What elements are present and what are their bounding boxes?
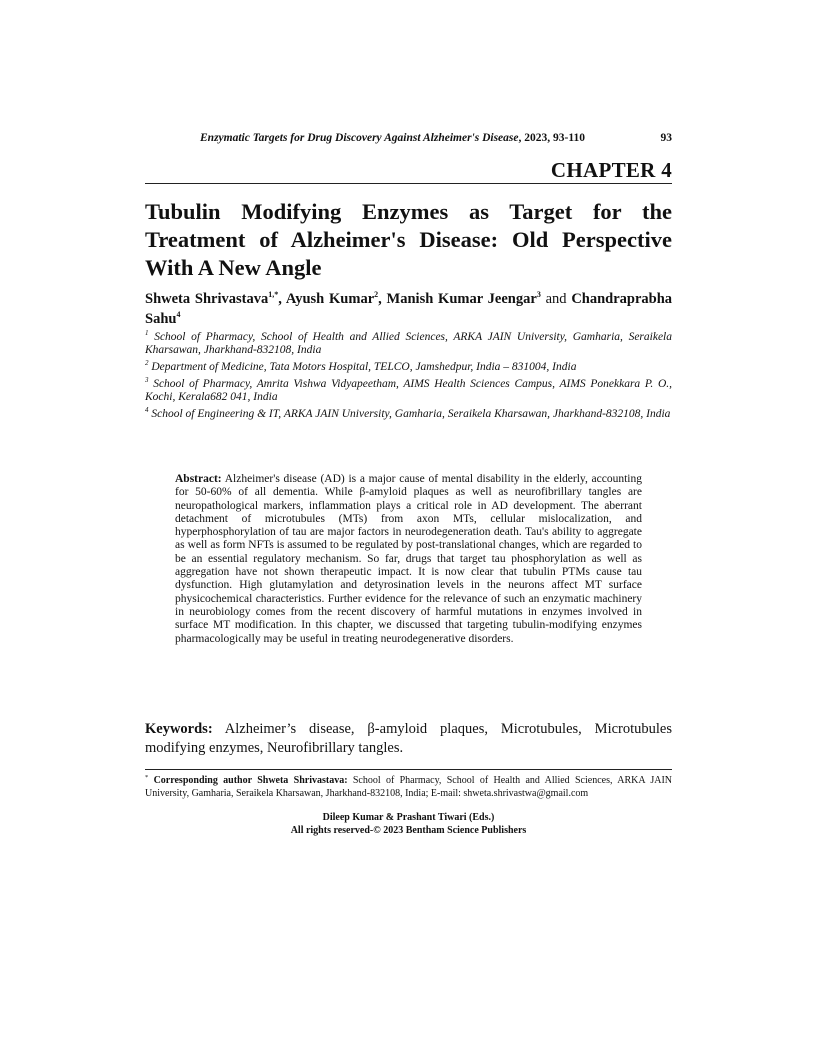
affiliation <box>145 405 672 421</box>
affil-marker: 2 <box>145 359 149 368</box>
abstract <box>175 473 642 646</box>
abstract-text: Alzheimer's disease (AD) is a major cause of mental disability in the elderly, accounting for 50-60% of all dementia. While β-amyloid plaques as well as neurofibrillary tangles are neuropathological markers, inflammation plays a critical role in AD development. The aberrant detachment of microtubules (MTs) from axon MTs, cellular mislocalization, and hyperphosphorylation of tau are major factors in neurodegeneration death. Tau's ability to aggregate as well as form NFTs is assumed to be regulated by post-translational changes, which are regarded to be an essential regulatory mechanism. So far, drugs that target tau phosphorylation as well as aggregation have not shown therapeutic impact. It is now clear that tubulin PTMs cause tau dysfunction. High glutamylation and detyrosination levels in the neurons affect MT surface physicochemical characteristics. Further evidence for the relevance of such an enzymatic machinery in neurobiology comes from the recent discovery of harmful mutations in enzymes involved in surface MT modification. In this chapter, we discussed that targeting tubulin-modifying enzymes pharmacologically may be useful in treating neurodegenerative disorders. <box>175 473 642 645</box>
author-name: Shweta Shrivastava <box>145 291 269 307</box>
affiliation-text: School of Pharmacy, School of Health and Allied Sciences, ARKA JAIN University, Gamharia, Seraikela Kharsawan, Jharkhand-832108, India <box>145 331 672 357</box>
affiliations <box>145 331 672 425</box>
author-list <box>145 289 672 329</box>
affiliation-text: Department of Medicine, Tata Motors Hospital, TELCO, Jamshedpur, India – 831004, India <box>151 361 577 374</box>
book-title: Enzymatic Targets for Drug Discovery Against Alzheimer's Disease <box>200 132 519 144</box>
chapter-title: Tubulin Modifying Enzymes as Target for the Treatment of Alzheimer's Disease: Old Perspective With A New Angle <box>145 199 672 280</box>
author-name: Manish Kumar Jeengar <box>386 291 537 307</box>
footnote-marker: * <box>145 774 149 781</box>
footnote-text: School of Pharmacy, School of Health and Allied Sciences, ARKA JAIN University, Gamharia, Seraikela Kharsawan, Jharkhand-832108, India; E-mail: shweta.shrivastwa@gmail.com <box>145 775 672 799</box>
editors-credit <box>145 812 672 837</box>
author-separator: , <box>378 291 387 307</box>
author-separator: , <box>278 291 286 307</box>
affil-marker: 1 <box>145 329 149 337</box>
copyright-line: All rights reserved-© 2023 Bentham Science Publishers <box>290 824 527 836</box>
year-pages: , 2023, 93-110 <box>518 132 585 144</box>
abstract-label: Abstract: <box>175 473 222 485</box>
corresponding-author-footnote <box>145 774 672 800</box>
keywords-label: Keywords: <box>145 721 213 737</box>
affiliation-text: School of Pharmacy, Amrita Vishwa Vidyapeetham, AIMS Health Sciences Campus, AIMS Ponekkara P. O., Kochi, Kerala682 041, India <box>145 377 672 404</box>
page-number: 93 <box>660 132 672 144</box>
author-name: Chandraprabha Sahu <box>145 291 673 327</box>
author-affil-marker: 3 <box>536 290 541 299</box>
chapter-rule <box>145 183 672 184</box>
affil-marker: 3 <box>145 375 149 384</box>
author-and: and <box>545 291 567 307</box>
running-head-title <box>200 132 585 144</box>
affiliation <box>145 375 672 405</box>
author-affil-marker: 4 <box>176 310 181 319</box>
affiliation <box>145 331 672 358</box>
author-affil-marker: 2 <box>374 290 379 299</box>
editors-line: Dileep Kumar & Prashant Tiwari (Eds.) <box>322 812 495 823</box>
keywords <box>145 720 672 758</box>
footnote-label: Corresponding author Shweta Shrivastava: <box>153 775 348 786</box>
author-affil-marker: 1,* <box>268 290 279 299</box>
affiliation <box>145 361 672 374</box>
chapter-label: CHAPTER 4 <box>550 158 672 182</box>
affiliation-text: School of Engineering & IT, ARKA JAIN University, Gamharia, Seraikela Kharsawan, Jharkhand-832108, India <box>151 407 671 420</box>
affil-marker: 4 <box>145 405 149 414</box>
footnote-rule <box>145 769 672 770</box>
author-name: Ayush Kumar <box>285 291 375 307</box>
keywords-text: Alzheimer’s disease, β-amyloid plaques, Microtubules, Microtubules modifying enzymes, Neurofibrillary tangles. <box>145 721 672 756</box>
